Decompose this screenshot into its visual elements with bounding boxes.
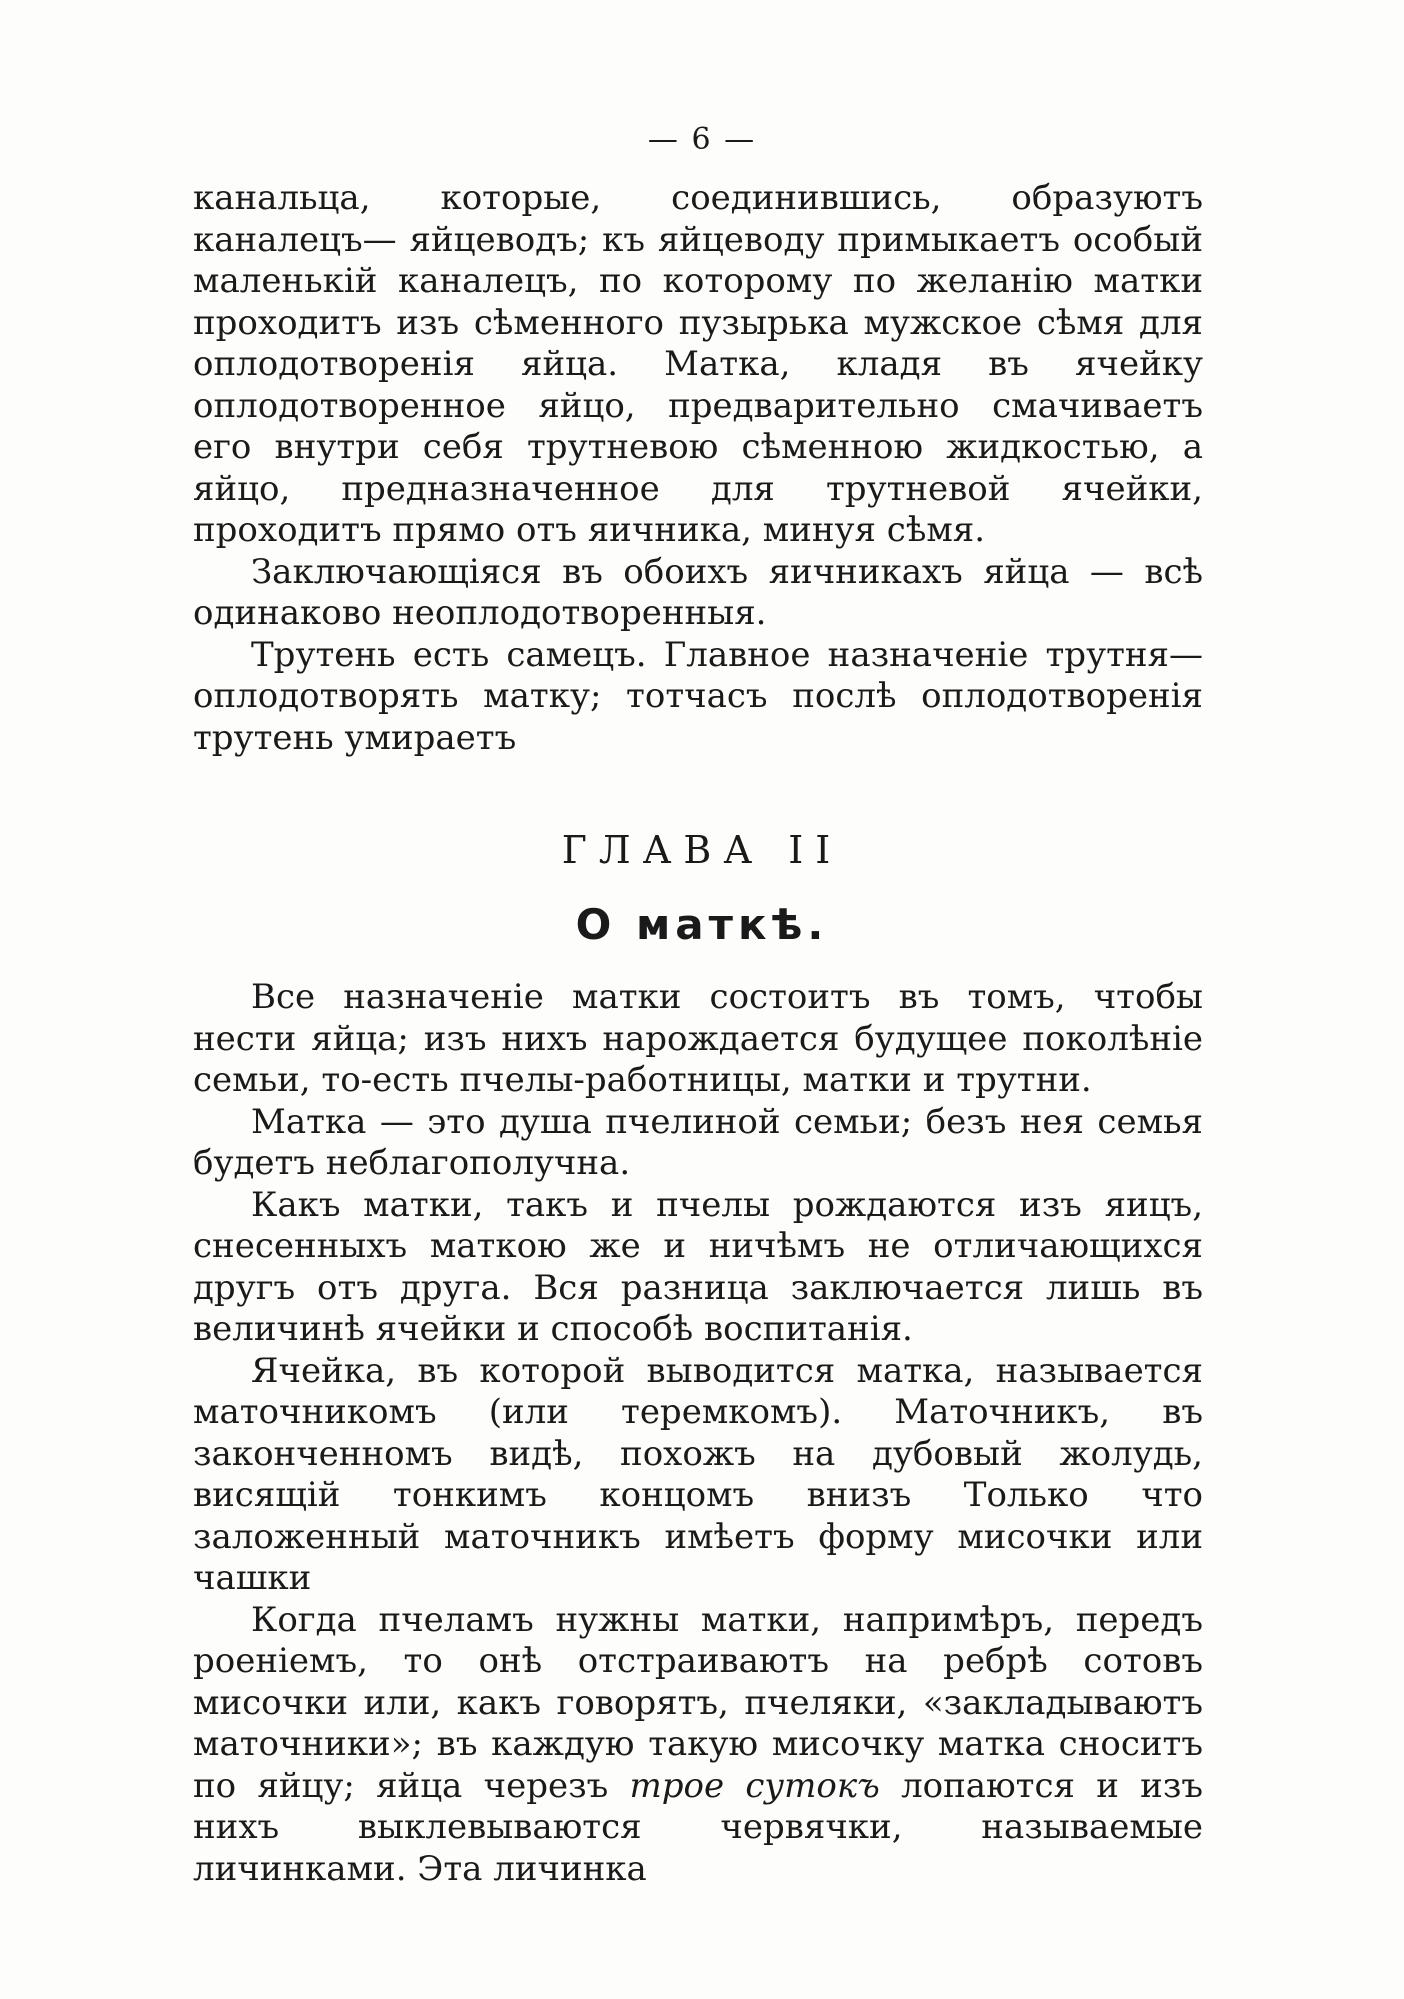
paragraph-text: лопаются и изъ нихъ выклевываются червячки, называемые личинками. Эта личинка (193, 1765, 1203, 1889)
paragraph: Трутень есть самецъ. Главное назначеніе трутня— оплодотворять матку; тотчасъ послѣ оплодотворенія трутень умираетъ (193, 634, 1203, 758)
italic-emphasis: трое сутокъ (629, 1765, 880, 1806)
bottom-text-block (193, 977, 1203, 1890)
paragraph: Какъ матки, такъ и пчелы рождаются изъ яицъ, снесенныхъ маткою же и ничѣмъ не отличающихся другъ отъ друга. Вся разница заключается лишь въ величинѣ ячейки и способѣ воспитанія. (193, 1184, 1203, 1349)
paragraph: Ячейка, въ которой выводится матка, называется маточникомъ (или теремкомъ). Маточникъ, въ законченномъ видѣ, похожъ на дубовый жолудь, висящій тонкимъ концомъ внизъ Только что заложенный маточникъ имѣетъ форму мисочки или чашки (193, 1350, 1203, 1598)
paragraph: Все назначеніе матки состоитъ въ томъ, чтобы нести яйца; изъ нихъ нарождается будущее поколѣніе семьи, то-есть пчелы-работницы, матки и трутни. (193, 977, 1203, 1100)
paragraph: Матка — это душа пчелиной семьи; безъ нея семья будетъ неблагополучна. (193, 1101, 1203, 1183)
top-text-block (193, 178, 1203, 759)
chapter-label: ГЛАВА II (561, 828, 843, 872)
page-number: — 6 — (647, 122, 757, 157)
paragraph-last (193, 1600, 1203, 1891)
paragraph: канальца, которые, соединившись, образуютъ каналецъ— яйцеводъ; къ яйцеводу примыкаетъ особый маленькій каналецъ, по которому по желанію матки проходитъ изъ сѣменного пузырька мужское сѣмя для оплодотворенія яйца. Матка, кладя въ ячейку оплодотворенное яйцо, предварительно смачиваетъ его внутри себя трутневою сѣменною жидкостью, а яйцо, предназначенное для трутневой ячейки, проходитъ прямо отъ яичника, минуя сѣмя. (193, 178, 1203, 550)
paragraph: Заключающіяся въ обоихъ яичникахъ яйца — всѣ одинаково неоплодотворенныя. (193, 551, 1203, 633)
paragraph-text: Когда пчеламъ нужны матки, напримѣръ, передъ роеніемъ, то онѣ отстраиваютъ на ребрѣ сотовъ мисочки или, какъ говорятъ, пчеляки, «закладываютъ маточники»; въ каждую такую мисочку матка сноситъ по яйцу; яйца черезъ (193, 1599, 1203, 1806)
chapter-title: О маткѣ. (575, 900, 829, 949)
